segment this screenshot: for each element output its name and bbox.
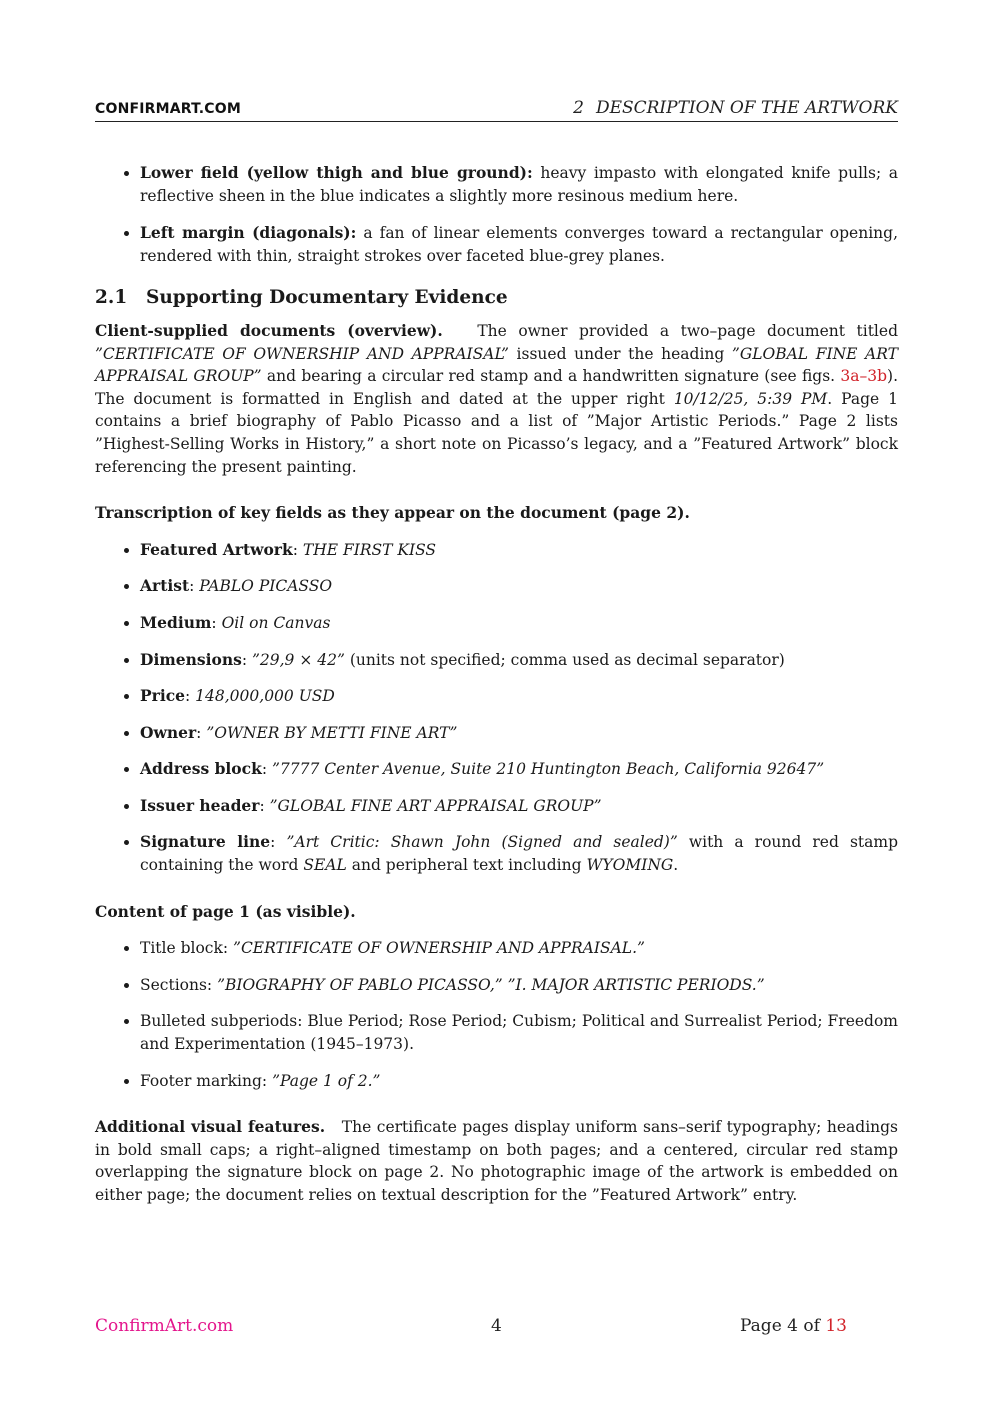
additional-text: The certificate pages display uniform sans–serif typography; headings in bold small caps; a right–aligned timestamp on both pages; and a centered, circular red stamp overlapping the signature block on page 2. No photographic image of the artwork is embedded on either page; the document relies on textual description for the ”Featured Artwork” entry. xyxy=(95,1118,899,1204)
field-value: ”7777 Center Avenue, Suite 210 Huntington Beach, California 92647” xyxy=(271,760,825,779)
field-label: Price xyxy=(140,686,186,706)
document-heading: ”GLOBAL FINE ART APPRAISAL GROUP” xyxy=(95,344,898,386)
list-item: • Signature line: ”Art Critic: Shawn John (Signed and sealed)” with a round red stamp containing the word SEAL and peripheral text including WYOMING. xyxy=(140,831,898,876)
field-value: ”OWNER BY METTI FINE ART” xyxy=(206,723,458,742)
footer-page-count xyxy=(740,1316,847,1336)
additional-features-paragraph xyxy=(95,1116,898,1206)
running-head-title: DESCRIPTION OF THE ARTWORK xyxy=(595,98,898,118)
list-item: • Featured Artwork: THE FIRST KISS xyxy=(140,539,898,562)
additional-label: Additional visual features. xyxy=(95,1117,326,1137)
field-value: ”GLOBAL FINE ART APPRAISAL GROUP” xyxy=(269,796,602,815)
field-value: THE FIRST KISS xyxy=(302,540,437,559)
figure-reference-link[interactable]: 3a–3b xyxy=(840,367,888,386)
field-value: ”Art Critic: Shawn John (Signed and sealed)” xyxy=(286,833,678,852)
field-value: PABLO PICASSO xyxy=(199,577,333,596)
list-item xyxy=(140,222,898,267)
item-label: Title block: xyxy=(140,939,234,958)
field-note: and peripheral text including xyxy=(346,856,587,875)
list-item: • Issuer header: ”GLOBAL FINE ART APPRAISAL GROUP” xyxy=(140,795,898,818)
wyoming-word: WYOMING xyxy=(586,856,674,875)
section-number: 2.1 xyxy=(95,287,128,309)
item-value: ”BIOGRAPHY OF PABLO PICASSO,” ”I. MAJOR ARTISTIC PERIODS.” xyxy=(217,975,765,994)
item-label: Footer marking: xyxy=(140,1071,273,1090)
item-value: ”Page 1 of 2.” xyxy=(272,1071,381,1090)
footer-page-number: 4 xyxy=(491,1316,502,1336)
field-label: Address block xyxy=(140,759,262,779)
field-label: Featured Artwork xyxy=(140,539,293,559)
field-note: . xyxy=(673,856,679,875)
list-item xyxy=(140,162,898,207)
list-item: • Dimensions: ”29,9 × 42” (units not specified; comma used as decimal separator) xyxy=(140,649,898,672)
running-head-number: 2 xyxy=(573,98,584,118)
field-note: with a round red stamp containing the word xyxy=(140,833,898,875)
page-total-link[interactable]: 13 xyxy=(825,1316,847,1336)
section-title: Supporting Documentary Evidence xyxy=(146,287,508,309)
field-label: Artist xyxy=(140,576,190,596)
list-item: • Artist: PABLO PICASSO xyxy=(140,575,898,598)
seal-word: SEAL xyxy=(303,856,347,875)
item-label: Sections: xyxy=(140,975,218,994)
document-title: ”CERTIFICATE OF OWNERSHIP AND APPRAISAL” xyxy=(95,344,509,363)
transcription-heading: Transcription of key fields as they appear on the document (page 2). xyxy=(95,503,690,523)
overview-text: and bearing a circular red stamp and a handwritten signature (see figs. xyxy=(261,367,841,386)
field-note: (units not specified; comma used as decimal separator) xyxy=(344,650,785,669)
list-item: • Price: 148,000,000 USD xyxy=(140,685,898,708)
confirmart-logo: CONFIRMART.COM xyxy=(95,101,242,117)
running-head xyxy=(573,98,898,118)
item-value: ”CERTIFICATE OF OWNERSHIP AND APPRAISAL.” xyxy=(233,939,645,958)
document-body xyxy=(95,162,898,1207)
field-value: ”29,9 × 42” xyxy=(251,650,345,669)
list-item: • Medium: Oil on Canvas xyxy=(140,612,898,635)
field-value: Oil on Canvas xyxy=(221,613,331,632)
field-label: Medium xyxy=(140,612,212,632)
document-date: 10/12/25, 5:39 PM xyxy=(673,389,828,408)
transcription-list xyxy=(95,539,898,877)
field-label: Owner xyxy=(140,722,197,742)
overview-text: issued under the heading xyxy=(508,344,732,363)
item-text: Bulleted subperiods: Blue Period; Rose Period; Cubism; Political and Surrealist Period; Freedom and Experimentation (1945–1973). xyxy=(140,1012,898,1054)
overview-paragraph xyxy=(95,320,898,478)
bullet-text: a fan of linear elements converges toward a rectangular opening, rendered with thin, straight strokes over faceted blue-grey planes. xyxy=(140,224,898,265)
intro-bullet-list xyxy=(95,162,898,267)
field-label: Issuer header xyxy=(140,795,260,815)
overview-text: The owner provided a two–page document titled xyxy=(477,321,898,340)
field-label: Signature line xyxy=(140,832,271,852)
field-label: Dimensions xyxy=(140,649,242,669)
list-item xyxy=(140,1070,898,1093)
page-header xyxy=(95,97,898,122)
list-item: • Address block: ”7777 Center Avenue, Suite 210 Huntington Beach, California 92647” xyxy=(140,758,898,781)
field-value: 148,000,000 USD xyxy=(195,687,335,706)
page-footer xyxy=(95,1316,898,1338)
overview-text: . Page 1 contains a brief biography of Pablo Picasso and a list of ”Major Artistic Periods.” Page 2 lists ”Highest-Selling Works in History,” a short note on Picasso’s legacy, and a ”Featured Artwork” block referencing the present painting. xyxy=(95,389,898,476)
list-item xyxy=(140,937,898,960)
page1-list xyxy=(95,937,898,1092)
list-item xyxy=(140,1010,898,1055)
bullet-label: Lower field (yellow thigh and blue ground): xyxy=(140,163,533,182)
footer-site-link[interactable]: ConfirmArt.com xyxy=(95,1316,234,1336)
bullet-text: heavy impasto with elongated knife pulls; a reflective sheen in the blue indicates a slightly more resinous medium here. xyxy=(140,164,898,205)
list-item: • Owner: ”OWNER BY METTI FINE ART” xyxy=(140,722,898,745)
page1-heading: Content of page 1 (as visible). xyxy=(95,901,356,921)
section-heading xyxy=(95,287,898,310)
list-item xyxy=(140,974,898,997)
overview-text: ). The document is formatted in English and dated at the upper right xyxy=(95,367,899,408)
overview-label: Client-supplied documents (overview). xyxy=(95,320,443,340)
bullet-label: Left margin (diagonals): xyxy=(140,223,357,243)
page-count-prefix: Page 4 of xyxy=(740,1316,826,1336)
